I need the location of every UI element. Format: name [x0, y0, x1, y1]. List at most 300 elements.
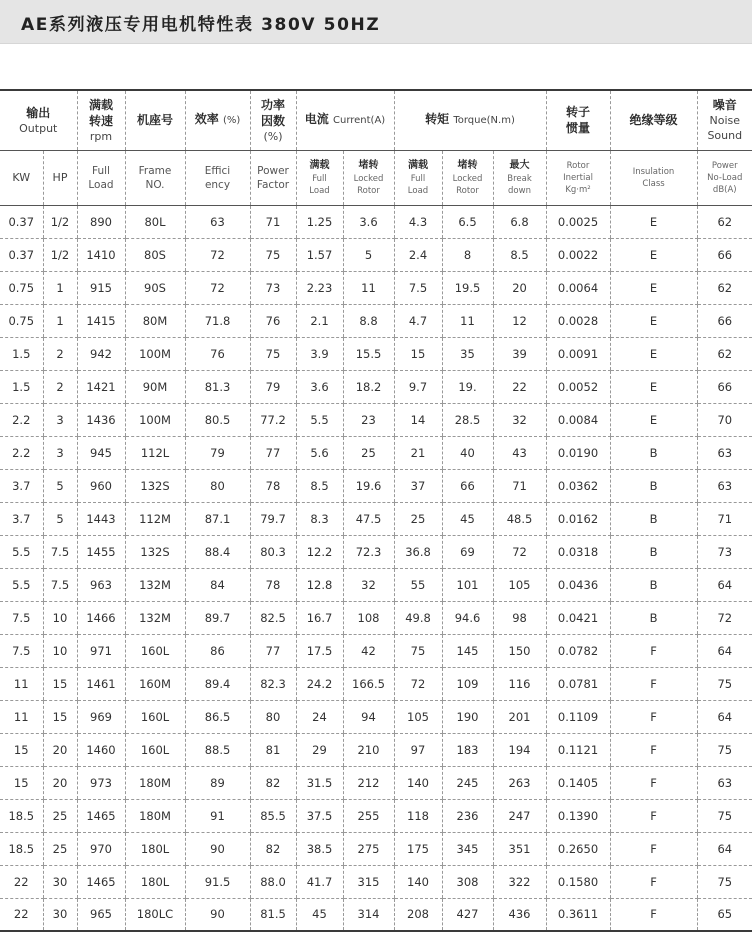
cell-torque-locked: 8	[442, 238, 493, 271]
cell-hp: 25	[43, 799, 77, 832]
cell-torque-locked: 69	[442, 535, 493, 568]
cell-current-locked: 18.2	[343, 370, 394, 403]
subcol-kw: KW	[0, 150, 43, 205]
cell-torque-full: 140	[394, 766, 442, 799]
cell-hp: 15	[43, 667, 77, 700]
subcol-torque-max: 最大 Break down	[493, 150, 546, 205]
cell-efficiency: 80.5	[185, 403, 250, 436]
table-row	[0, 634, 752, 667]
cell-rotor-inertia: 0.0091	[546, 337, 610, 370]
cell-frame: 132S	[125, 535, 185, 568]
cell-insulation: F	[610, 700, 697, 733]
cell-insulation: E	[610, 403, 697, 436]
cell-speed: 969	[77, 700, 125, 733]
cell-current-locked: 42	[343, 634, 394, 667]
table-row	[0, 205, 752, 238]
cell-torque-full: 36.8	[394, 535, 442, 568]
cell-noise: 75	[697, 865, 752, 898]
cell-torque-locked: 19.	[442, 370, 493, 403]
cell-hp: 5	[43, 502, 77, 535]
cell-current-full: 3.9	[296, 337, 343, 370]
table-row	[0, 700, 752, 733]
cell-power-factor: 78	[250, 469, 296, 502]
cell-efficiency: 80	[185, 469, 250, 502]
col-efficiency: 效率 (%)	[185, 90, 250, 150]
cell-insulation: F	[610, 733, 697, 766]
cell-frame: 160L	[125, 634, 185, 667]
cell-hp: 7.5	[43, 535, 77, 568]
cell-insulation: E	[610, 370, 697, 403]
cell-rotor-inertia: 0.2650	[546, 832, 610, 865]
cell-current-locked: 11	[343, 271, 394, 304]
cell-current-full: 2.1	[296, 304, 343, 337]
cell-current-locked: 3.6	[343, 205, 394, 238]
cell-current-locked: 166.5	[343, 667, 394, 700]
cell-speed: 1465	[77, 799, 125, 832]
cell-frame: 90S	[125, 271, 185, 304]
cell-insulation: B	[610, 502, 697, 535]
cell-insulation: E	[610, 304, 697, 337]
title-bar	[0, 0, 752, 44]
cell-current-full: 38.5	[296, 832, 343, 865]
table-row	[0, 601, 752, 634]
cell-torque-locked: 101	[442, 568, 493, 601]
cell-power-factor: 75	[250, 337, 296, 370]
cell-torque-locked: 308	[442, 865, 493, 898]
subcol-power-factor: Power Factor	[250, 150, 296, 205]
cell-hp: 2	[43, 337, 77, 370]
cell-insulation: F	[610, 865, 697, 898]
cell-efficiency: 84	[185, 568, 250, 601]
cell-noise: 63	[697, 766, 752, 799]
cell-torque-locked: 40	[442, 436, 493, 469]
cell-hp: 7.5	[43, 568, 77, 601]
cell-insulation: B	[610, 601, 697, 634]
cell-torque-locked: 6.5	[442, 205, 493, 238]
cell-noise: 64	[697, 700, 752, 733]
cell-current-locked: 25	[343, 436, 394, 469]
cell-current-full: 12.2	[296, 535, 343, 568]
cell-hp: 15	[43, 700, 77, 733]
table-row	[0, 469, 752, 502]
subcol-frame: Frame NO.	[125, 150, 185, 205]
cell-hp: 1	[43, 304, 77, 337]
cell-current-locked: 5	[343, 238, 394, 271]
col-output: 输出 Output	[0, 90, 77, 150]
cell-insulation: F	[610, 766, 697, 799]
cell-torque-max: 150	[493, 634, 546, 667]
cell-torque-locked: 45	[442, 502, 493, 535]
cell-power-factor: 82.5	[250, 601, 296, 634]
cell-torque-max: 32	[493, 403, 546, 436]
cell-current-full: 41.7	[296, 865, 343, 898]
col-torque: 转矩 Torque(N.m)	[394, 90, 546, 150]
table-row	[0, 238, 752, 271]
cell-power-factor: 82	[250, 766, 296, 799]
col-noise: 噪音 Noise Sound	[697, 90, 752, 150]
motor-spec-table	[0, 89, 752, 932]
cell-frame: 180LC	[125, 898, 185, 931]
cell-frame: 80S	[125, 238, 185, 271]
cell-speed: 1415	[77, 304, 125, 337]
cell-current-full: 24.2	[296, 667, 343, 700]
header-row	[0, 90, 752, 150]
cell-kw: 18.5	[0, 799, 43, 832]
cell-power-factor: 77	[250, 634, 296, 667]
cell-speed: 1461	[77, 667, 125, 700]
cell-kw: 11	[0, 700, 43, 733]
cell-torque-locked: 28.5	[442, 403, 493, 436]
cell-current-full: 37.5	[296, 799, 343, 832]
cell-efficiency: 86.5	[185, 700, 250, 733]
cell-efficiency: 90	[185, 898, 250, 931]
cell-efficiency: 72	[185, 238, 250, 271]
cell-frame: 132M	[125, 568, 185, 601]
cell-kw: 0.37	[0, 205, 43, 238]
cell-rotor-inertia: 0.0421	[546, 601, 610, 634]
cell-current-locked: 275	[343, 832, 394, 865]
cell-speed: 971	[77, 634, 125, 667]
table-row	[0, 832, 752, 865]
cell-efficiency: 89.4	[185, 667, 250, 700]
cell-noise: 62	[697, 205, 752, 238]
cell-speed: 960	[77, 469, 125, 502]
cell-efficiency: 81.3	[185, 370, 250, 403]
cell-hp: 5	[43, 469, 77, 502]
cell-torque-max: 48.5	[493, 502, 546, 535]
cell-torque-max: 194	[493, 733, 546, 766]
cell-rotor-inertia: 0.1405	[546, 766, 610, 799]
cell-kw: 0.37	[0, 238, 43, 271]
cell-torque-locked: 94.6	[442, 601, 493, 634]
cell-current-full: 1.25	[296, 205, 343, 238]
cell-torque-locked: 19.5	[442, 271, 493, 304]
cell-current-locked: 255	[343, 799, 394, 832]
cell-rotor-inertia: 0.0190	[546, 436, 610, 469]
cell-hp: 1/2	[43, 238, 77, 271]
cell-speed: 1443	[77, 502, 125, 535]
cell-torque-full: 208	[394, 898, 442, 931]
cell-insulation: F	[610, 898, 697, 931]
cell-rotor-inertia: 0.0022	[546, 238, 610, 271]
cell-torque-full: 7.5	[394, 271, 442, 304]
cell-torque-max: 322	[493, 865, 546, 898]
cell-speed: 1410	[77, 238, 125, 271]
cell-efficiency: 88.5	[185, 733, 250, 766]
cell-power-factor: 78	[250, 568, 296, 601]
cell-frame: 132S	[125, 469, 185, 502]
cell-torque-full: 72	[394, 667, 442, 700]
cell-hp: 3	[43, 436, 77, 469]
cell-current-locked: 19.6	[343, 469, 394, 502]
cell-frame: 112L	[125, 436, 185, 469]
cell-speed: 1455	[77, 535, 125, 568]
cell-torque-max: 43	[493, 436, 546, 469]
cell-torque-locked: 109	[442, 667, 493, 700]
cell-speed: 1421	[77, 370, 125, 403]
cell-speed: 1460	[77, 733, 125, 766]
cell-noise: 62	[697, 337, 752, 370]
cell-noise: 64	[697, 832, 752, 865]
cell-noise: 73	[697, 535, 752, 568]
cell-speed: 963	[77, 568, 125, 601]
cell-speed: 1436	[77, 403, 125, 436]
cell-torque-locked: 236	[442, 799, 493, 832]
cell-speed: 890	[77, 205, 125, 238]
cell-noise: 75	[697, 733, 752, 766]
table-row	[0, 865, 752, 898]
cell-speed: 942	[77, 337, 125, 370]
cell-current-locked: 212	[343, 766, 394, 799]
col-rotor-inertia: 转子 惯量	[546, 90, 610, 150]
cell-power-factor: 81.5	[250, 898, 296, 931]
cell-frame: 90M	[125, 370, 185, 403]
cell-insulation: F	[610, 634, 697, 667]
cell-torque-max: 263	[493, 766, 546, 799]
cell-frame: 160M	[125, 667, 185, 700]
cell-torque-locked: 345	[442, 832, 493, 865]
cell-rotor-inertia: 0.0781	[546, 667, 610, 700]
table-row	[0, 766, 752, 799]
cell-efficiency: 88.4	[185, 535, 250, 568]
table-row	[0, 667, 752, 700]
cell-speed: 965	[77, 898, 125, 931]
cell-power-factor: 82.3	[250, 667, 296, 700]
cell-torque-full: 118	[394, 799, 442, 832]
cell-torque-max: 201	[493, 700, 546, 733]
cell-torque-locked: 190	[442, 700, 493, 733]
cell-hp: 10	[43, 601, 77, 634]
subcol-insulation: Insulation Class	[610, 150, 697, 205]
cell-power-factor: 82	[250, 832, 296, 865]
cell-kw: 3.7	[0, 502, 43, 535]
cell-efficiency: 72	[185, 271, 250, 304]
cell-insulation: B	[610, 436, 697, 469]
cell-rotor-inertia: 0.0318	[546, 535, 610, 568]
cell-kw: 15	[0, 766, 43, 799]
cell-rotor-inertia: 0.0052	[546, 370, 610, 403]
cell-efficiency: 87.1	[185, 502, 250, 535]
cell-torque-full: 55	[394, 568, 442, 601]
cell-power-factor: 71	[250, 205, 296, 238]
cell-current-full: 8.5	[296, 469, 343, 502]
cell-power-factor: 77	[250, 436, 296, 469]
cell-rotor-inertia: 0.0362	[546, 469, 610, 502]
cell-efficiency: 86	[185, 634, 250, 667]
cell-rotor-inertia: 0.0028	[546, 304, 610, 337]
cell-frame: 132M	[125, 601, 185, 634]
cell-current-full: 3.6	[296, 370, 343, 403]
cell-current-full: 45	[296, 898, 343, 931]
cell-rotor-inertia: 0.0782	[546, 634, 610, 667]
cell-frame: 160L	[125, 700, 185, 733]
cell-current-full: 12.8	[296, 568, 343, 601]
cell-rotor-inertia: 0.0436	[546, 568, 610, 601]
cell-frame: 180M	[125, 766, 185, 799]
cell-insulation: B	[610, 568, 697, 601]
subcol-torque-locked: 堵转 Locked Rotor	[442, 150, 493, 205]
subcol-speed: Full Load	[77, 150, 125, 205]
cell-torque-max: 351	[493, 832, 546, 865]
cell-hp: 10	[43, 634, 77, 667]
cell-current-locked: 108	[343, 601, 394, 634]
cell-kw: 22	[0, 898, 43, 931]
cell-kw: 5.5	[0, 568, 43, 601]
cell-power-factor: 85.5	[250, 799, 296, 832]
subcol-current-locked: 堵转 Locked Rotor	[343, 150, 394, 205]
cell-current-full: 8.3	[296, 502, 343, 535]
cell-hp: 1	[43, 271, 77, 304]
cell-torque-locked: 245	[442, 766, 493, 799]
cell-torque-full: 25	[394, 502, 442, 535]
cell-torque-max: 71	[493, 469, 546, 502]
cell-kw: 5.5	[0, 535, 43, 568]
cell-current-locked: 8.8	[343, 304, 394, 337]
cell-hp: 20	[43, 766, 77, 799]
cell-insulation: F	[610, 832, 697, 865]
cell-rotor-inertia: 0.1121	[546, 733, 610, 766]
cell-current-full: 17.5	[296, 634, 343, 667]
cell-torque-locked: 35	[442, 337, 493, 370]
cell-torque-full: 15	[394, 337, 442, 370]
subheader-row	[0, 150, 752, 205]
cell-torque-full: 4.7	[394, 304, 442, 337]
table-row	[0, 304, 752, 337]
cell-rotor-inertia: 0.0064	[546, 271, 610, 304]
table-row	[0, 436, 752, 469]
cell-kw: 2.2	[0, 403, 43, 436]
cell-rotor-inertia: 0.0025	[546, 205, 610, 238]
cell-noise: 63	[697, 436, 752, 469]
cell-noise: 75	[697, 799, 752, 832]
cell-speed: 970	[77, 832, 125, 865]
cell-torque-locked: 427	[442, 898, 493, 931]
cell-hp: 20	[43, 733, 77, 766]
cell-torque-max: 72	[493, 535, 546, 568]
table-row	[0, 271, 752, 304]
col-frame: 机座号	[125, 90, 185, 150]
table-row	[0, 568, 752, 601]
subcol-current-full: 满载 Full Load	[296, 150, 343, 205]
cell-power-factor: 80.3	[250, 535, 296, 568]
cell-current-full: 29	[296, 733, 343, 766]
cell-current-full: 24	[296, 700, 343, 733]
cell-insulation: B	[610, 535, 697, 568]
cell-speed: 1466	[77, 601, 125, 634]
cell-power-factor: 73	[250, 271, 296, 304]
cell-kw: 15	[0, 733, 43, 766]
cell-power-factor: 79	[250, 370, 296, 403]
cell-kw: 7.5	[0, 634, 43, 667]
cell-kw: 3.7	[0, 469, 43, 502]
cell-noise: 65	[697, 898, 752, 931]
col-current: 电流 Current(A)	[296, 90, 394, 150]
cell-current-locked: 210	[343, 733, 394, 766]
cell-efficiency: 89	[185, 766, 250, 799]
cell-current-locked: 32	[343, 568, 394, 601]
cell-efficiency: 89.7	[185, 601, 250, 634]
cell-torque-max: 105	[493, 568, 546, 601]
cell-rotor-inertia: 0.3611	[546, 898, 610, 931]
cell-torque-full: 9.7	[394, 370, 442, 403]
cell-torque-full: 140	[394, 865, 442, 898]
cell-kw: 2.2	[0, 436, 43, 469]
cell-speed: 1465	[77, 865, 125, 898]
cell-current-locked: 314	[343, 898, 394, 931]
cell-torque-full: 75	[394, 634, 442, 667]
cell-frame: 160L	[125, 733, 185, 766]
cell-current-locked: 94	[343, 700, 394, 733]
cell-torque-full: 175	[394, 832, 442, 865]
cell-frame: 80M	[125, 304, 185, 337]
cell-kw: 22	[0, 865, 43, 898]
subcol-hp: HP	[43, 150, 77, 205]
cell-current-locked: 47.5	[343, 502, 394, 535]
cell-frame: 180M	[125, 799, 185, 832]
cell-torque-full: 2.4	[394, 238, 442, 271]
cell-power-factor: 81	[250, 733, 296, 766]
cell-rotor-inertia: 0.0162	[546, 502, 610, 535]
cell-torque-max: 6.8	[493, 205, 546, 238]
col-insulation: 绝缘等级	[610, 90, 697, 150]
col-speed: 满载 转速 rpm	[77, 90, 125, 150]
cell-torque-full: 37	[394, 469, 442, 502]
cell-current-locked: 15.5	[343, 337, 394, 370]
cell-insulation: F	[610, 799, 697, 832]
cell-power-factor: 79.7	[250, 502, 296, 535]
cell-hp: 30	[43, 898, 77, 931]
cell-speed: 973	[77, 766, 125, 799]
cell-torque-full: 49.8	[394, 601, 442, 634]
table-body	[0, 205, 752, 931]
cell-current-full: 2.23	[296, 271, 343, 304]
cell-torque-locked: 145	[442, 634, 493, 667]
cell-current-full: 31.5	[296, 766, 343, 799]
cell-torque-full: 21	[394, 436, 442, 469]
cell-current-full: 5.5	[296, 403, 343, 436]
cell-torque-full: 14	[394, 403, 442, 436]
cell-current-full: 16.7	[296, 601, 343, 634]
cell-power-factor: 75	[250, 238, 296, 271]
table-row	[0, 799, 752, 832]
cell-power-factor: 80	[250, 700, 296, 733]
cell-torque-max: 247	[493, 799, 546, 832]
cell-kw: 0.75	[0, 304, 43, 337]
cell-frame: 180L	[125, 832, 185, 865]
table-row	[0, 370, 752, 403]
cell-torque-max: 39	[493, 337, 546, 370]
cell-hp: 1/2	[43, 205, 77, 238]
cell-efficiency: 71.8	[185, 304, 250, 337]
cell-torque-max: 116	[493, 667, 546, 700]
cell-kw: 1.5	[0, 370, 43, 403]
cell-current-full: 1.57	[296, 238, 343, 271]
cell-insulation: E	[610, 271, 697, 304]
cell-efficiency: 90	[185, 832, 250, 865]
cell-hp: 30	[43, 865, 77, 898]
cell-current-full: 5.6	[296, 436, 343, 469]
cell-torque-max: 22	[493, 370, 546, 403]
cell-current-locked: 23	[343, 403, 394, 436]
subcol-noise: Power No-Load dB(A)	[697, 150, 752, 205]
cell-frame: 112M	[125, 502, 185, 535]
cell-insulation: E	[610, 337, 697, 370]
table-row	[0, 502, 752, 535]
cell-kw: 18.5	[0, 832, 43, 865]
table-row	[0, 733, 752, 766]
cell-noise: 66	[697, 370, 752, 403]
cell-noise: 72	[697, 601, 752, 634]
